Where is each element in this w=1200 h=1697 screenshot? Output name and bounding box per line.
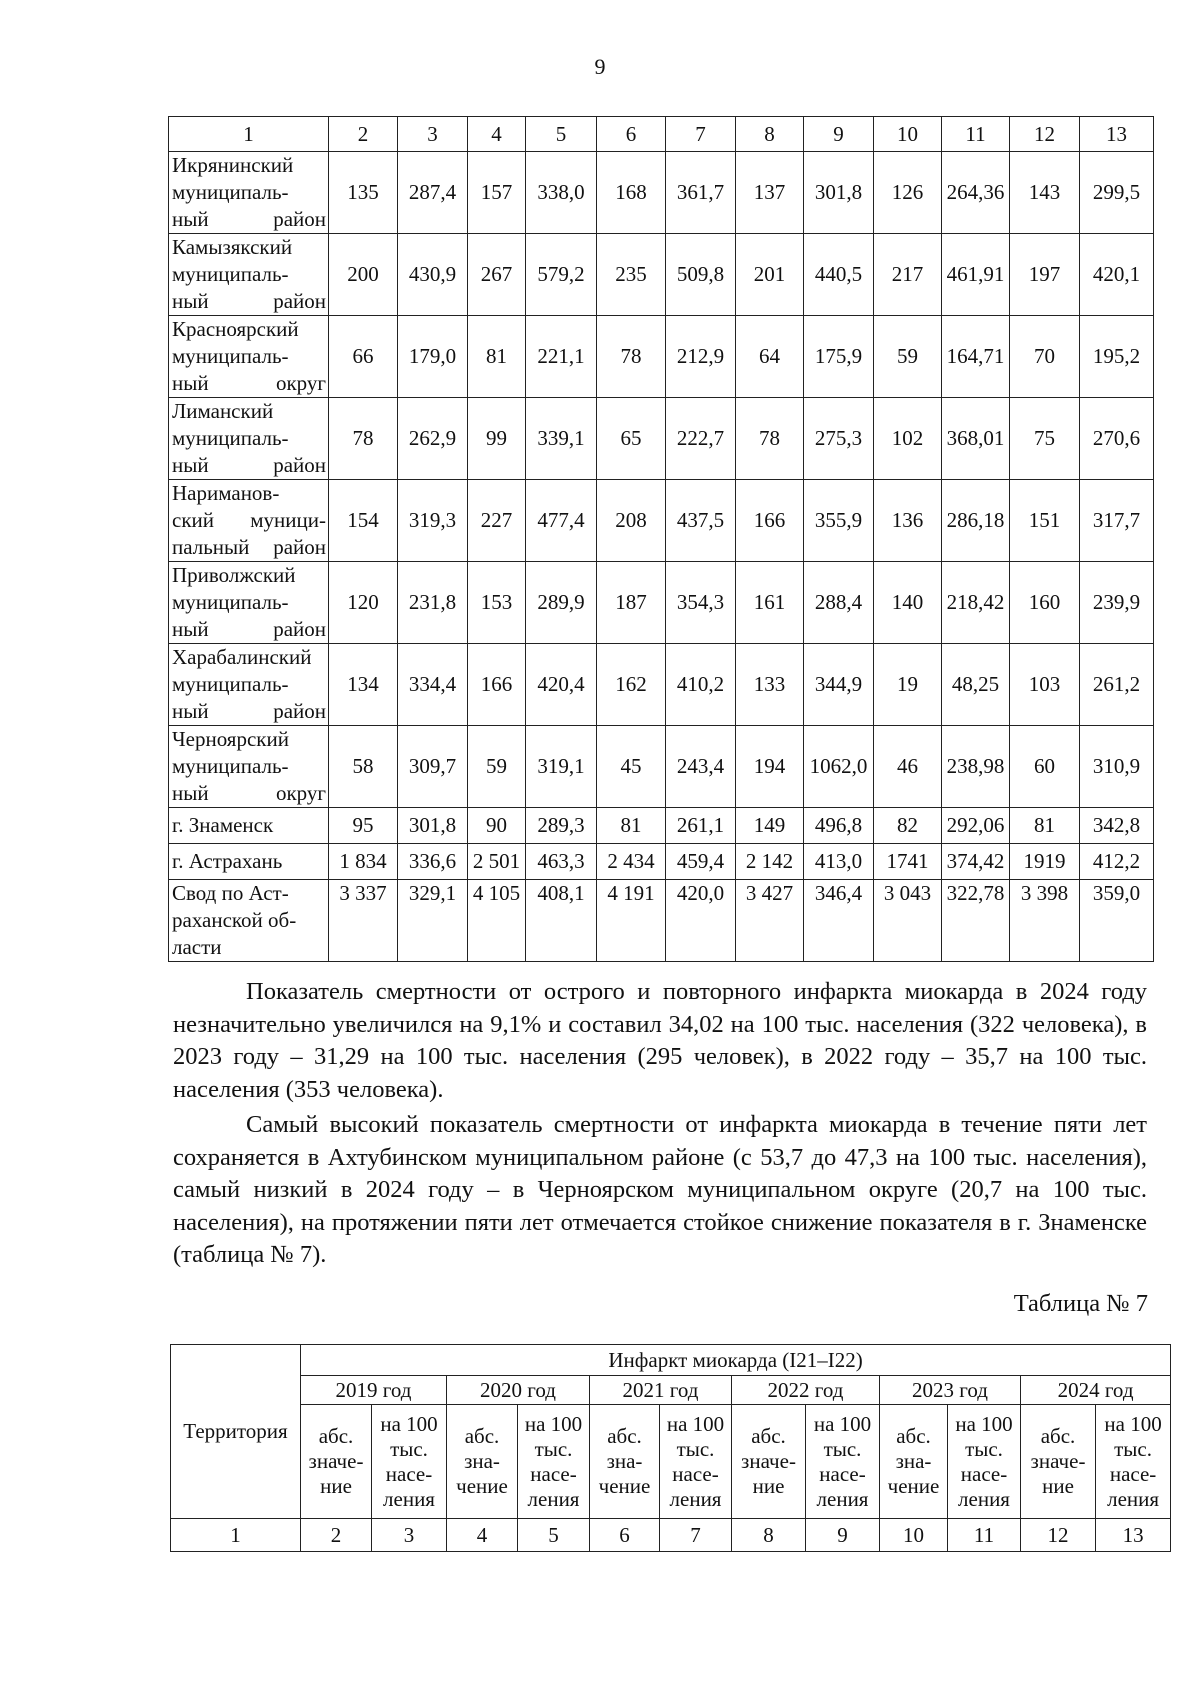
value-cell: 368,01 xyxy=(942,398,1010,480)
value-cell: 338,0 xyxy=(526,152,597,234)
value-cell: 160 xyxy=(1010,562,1080,644)
value-cell: 437,5 xyxy=(666,480,736,562)
value-cell: 157 xyxy=(468,152,526,234)
table-row xyxy=(169,152,1154,234)
value-cell: 408,1 xyxy=(526,880,597,962)
column-number: 3 xyxy=(398,117,468,152)
value-cell: 477,4 xyxy=(526,480,597,562)
value-cell: 75 xyxy=(1010,398,1080,480)
column-number: 13 xyxy=(1080,117,1154,152)
value-cell: 149 xyxy=(736,808,804,844)
table-row xyxy=(169,316,1154,398)
table-body xyxy=(169,152,1154,962)
column-number: 8 xyxy=(732,1519,806,1552)
value-cell: 289,3 xyxy=(526,808,597,844)
value-cell: 410,2 xyxy=(666,644,736,726)
value-cell: 1062,0 xyxy=(804,726,874,808)
value-cell: 45 xyxy=(597,726,666,808)
value-cell: 463,3 xyxy=(526,844,597,880)
value-cell: 78 xyxy=(736,398,804,480)
value-cell: 413,0 xyxy=(804,844,874,880)
value-cell: 3 337 xyxy=(329,880,398,962)
year-header: 2022 год xyxy=(732,1376,880,1405)
table-row xyxy=(169,644,1154,726)
value-cell: 235 xyxy=(597,234,666,316)
value-cell: 346,4 xyxy=(804,880,874,962)
value-cell: 194 xyxy=(736,726,804,808)
value-cell: 1741 xyxy=(874,844,942,880)
value-cell: 509,8 xyxy=(666,234,736,316)
value-cell: 168 xyxy=(597,152,666,234)
value-cell: 267 xyxy=(468,234,526,316)
value-cell: 440,5 xyxy=(804,234,874,316)
column-number: 5 xyxy=(526,117,597,152)
value-cell: 136 xyxy=(874,480,942,562)
territory-name: Лиманский муниципаль- ный район xyxy=(169,398,329,480)
value-cell: 359,0 xyxy=(1080,880,1154,962)
value-cell: 329,1 xyxy=(398,880,468,962)
value-cell: 459,4 xyxy=(666,844,736,880)
territory-name: Икрянинский муниципаль- ный район xyxy=(169,152,329,234)
table-row xyxy=(169,562,1154,644)
value-cell: 3 427 xyxy=(736,880,804,962)
column-number: 13 xyxy=(1096,1519,1171,1552)
value-cell: 4 191 xyxy=(597,880,666,962)
value-cell: 262,9 xyxy=(398,398,468,480)
value-cell: 103 xyxy=(1010,644,1080,726)
year-header: 2024 год xyxy=(1021,1376,1171,1405)
column-number: 12 xyxy=(1010,117,1080,152)
value-cell: 161 xyxy=(736,562,804,644)
column-number: 4 xyxy=(447,1519,518,1552)
value-cell: 301,8 xyxy=(398,808,468,844)
column-number: 9 xyxy=(806,1519,880,1552)
value-cell: 133 xyxy=(736,644,804,726)
column-number: 1 xyxy=(171,1519,301,1552)
value-cell: 579,2 xyxy=(526,234,597,316)
column-number: 10 xyxy=(874,117,942,152)
value-cell: 334,4 xyxy=(398,644,468,726)
subheader-cell: на 100 тыс. насе- ления xyxy=(806,1405,880,1519)
value-cell: 430,9 xyxy=(398,234,468,316)
value-cell: 374,42 xyxy=(942,844,1010,880)
territory-name: Красноярский муниципаль- ный округ xyxy=(169,316,329,398)
column-number: 9 xyxy=(804,117,874,152)
value-cell: 78 xyxy=(597,316,666,398)
year-header: 2019 год xyxy=(301,1376,447,1405)
subheader-cell: абс. зна- чение xyxy=(880,1405,948,1519)
value-cell: 339,1 xyxy=(526,398,597,480)
value-cell: 162 xyxy=(597,644,666,726)
value-cell: 2 501 xyxy=(468,844,526,880)
value-cell: 197 xyxy=(1010,234,1080,316)
value-cell: 66 xyxy=(329,316,398,398)
territory-name: Черноярский муниципаль- ный округ xyxy=(169,726,329,808)
value-cell: 222,7 xyxy=(666,398,736,480)
value-cell: 137 xyxy=(736,152,804,234)
subheader-cell: абс. зна- чение xyxy=(447,1405,518,1519)
value-cell: 95 xyxy=(329,808,398,844)
value-cell: 164,71 xyxy=(942,316,1010,398)
column-number: 5 xyxy=(518,1519,590,1552)
column-number: 2 xyxy=(329,117,398,152)
subheader-cell: на 100 тыс. насе- ления xyxy=(518,1405,590,1519)
value-cell: 2 142 xyxy=(736,844,804,880)
value-cell: 243,4 xyxy=(666,726,736,808)
subheader-cell: абс. значе- ние xyxy=(732,1405,806,1519)
value-cell: 175,9 xyxy=(804,316,874,398)
value-cell: 1919 xyxy=(1010,844,1080,880)
value-cell: 4 105 xyxy=(468,880,526,962)
value-cell: 264,36 xyxy=(942,152,1010,234)
value-cell: 166 xyxy=(468,644,526,726)
value-cell: 261,2 xyxy=(1080,644,1154,726)
column-number: 8 xyxy=(736,117,804,152)
value-cell: 227 xyxy=(468,480,526,562)
value-cell: 90 xyxy=(468,808,526,844)
value-cell: 322,78 xyxy=(942,880,1010,962)
value-cell: 289,9 xyxy=(526,562,597,644)
value-cell: 134 xyxy=(329,644,398,726)
column-number: 6 xyxy=(590,1519,660,1552)
subheader-cell: абс. значе- ние xyxy=(301,1405,372,1519)
table-row xyxy=(169,726,1154,808)
value-cell: 309,7 xyxy=(398,726,468,808)
value-cell: 319,3 xyxy=(398,480,468,562)
table-row xyxy=(169,234,1154,316)
value-cell: 151 xyxy=(1010,480,1080,562)
table-row xyxy=(169,480,1154,562)
value-cell: 301,8 xyxy=(804,152,874,234)
page-number: 9 xyxy=(594,54,606,79)
value-cell: 200 xyxy=(329,234,398,316)
myocardial-infarction-table xyxy=(170,1344,1171,1552)
value-cell: 201 xyxy=(736,234,804,316)
value-cell: 126 xyxy=(874,152,942,234)
value-cell: 496,8 xyxy=(804,808,874,844)
column-number: 4 xyxy=(468,117,526,152)
column-number: 10 xyxy=(880,1519,948,1552)
value-cell: 261,1 xyxy=(666,808,736,844)
value-cell: 81 xyxy=(1010,808,1080,844)
value-cell: 153 xyxy=(468,562,526,644)
territory-name: г. Астрахань xyxy=(169,844,329,880)
value-cell: 319,1 xyxy=(526,726,597,808)
value-cell: 64 xyxy=(736,316,804,398)
value-cell: 154 xyxy=(329,480,398,562)
value-cell: 195,2 xyxy=(1080,316,1154,398)
table-row xyxy=(169,398,1154,480)
value-cell: 270,6 xyxy=(1080,398,1154,480)
territory-name: Камызякский муниципаль- ный район xyxy=(169,234,329,316)
territory-name: г. Знаменск xyxy=(169,808,329,844)
value-cell: 299,5 xyxy=(1080,152,1154,234)
column-number: 12 xyxy=(1021,1519,1096,1552)
value-cell: 361,7 xyxy=(666,152,736,234)
value-cell: 48,25 xyxy=(942,644,1010,726)
value-cell: 3 398 xyxy=(1010,880,1080,962)
territory-name: Приволжский муниципаль- ный район xyxy=(169,562,329,644)
value-cell: 461,91 xyxy=(942,234,1010,316)
value-cell: 342,8 xyxy=(1080,808,1154,844)
value-cell: 288,4 xyxy=(804,562,874,644)
mortality-table-continued xyxy=(168,116,1154,962)
value-cell: 239,9 xyxy=(1080,562,1154,644)
value-cell: 218,42 xyxy=(942,562,1010,644)
subheader-cell: абс. значе- ние xyxy=(1021,1405,1096,1519)
value-cell: 420,4 xyxy=(526,644,597,726)
column-number: 2 xyxy=(301,1519,372,1552)
value-cell: 120 xyxy=(329,562,398,644)
subheader-cell: на 100 тыс. насе- ления xyxy=(1096,1405,1171,1519)
territory-name: Харабалинский муниципаль- ный район xyxy=(169,644,329,726)
subheader-cell: на 100 тыс. насе- ления xyxy=(948,1405,1021,1519)
value-cell: 412,2 xyxy=(1080,844,1154,880)
column-number: 7 xyxy=(666,117,736,152)
value-cell: 286,18 xyxy=(942,480,1010,562)
paragraph-highest-lowest: Самый высокий показатель смертности от инфаркта миокарда в течение пяти лет сохраняется в Ахтубинском муниципальном районе (с 53,7 до 47,3 на 100 тыс. населения), самый низкий в 2024 году – в Черноярском муниципальном округе (20,7 на 100 тыс. населения), на протяжении пяти лет отмечается стойкое снижение показателя в г. Знаменске (таблица № 7). xyxy=(173,1111,1147,1269)
value-cell: 81 xyxy=(468,316,526,398)
value-cell: 344,9 xyxy=(804,644,874,726)
column-number: 11 xyxy=(948,1519,1021,1552)
subheader-cell: на 100 тыс. насе- ления xyxy=(372,1405,447,1519)
value-cell: 355,9 xyxy=(804,480,874,562)
table-caption: Таблица № 7 xyxy=(1013,1290,1148,1317)
year-header: 2020 год xyxy=(447,1376,590,1405)
value-cell: 60 xyxy=(1010,726,1080,808)
subheader-cell: абс. зна- чение xyxy=(590,1405,660,1519)
value-cell: 3 043 xyxy=(874,880,942,962)
value-cell: 58 xyxy=(329,726,398,808)
value-cell: 420,0 xyxy=(666,880,736,962)
value-cell: 78 xyxy=(329,398,398,480)
value-cell: 135 xyxy=(329,152,398,234)
value-cell: 46 xyxy=(874,726,942,808)
value-cell: 336,6 xyxy=(398,844,468,880)
subheader-cell: на 100 тыс. насе- ления xyxy=(660,1405,732,1519)
value-cell: 275,3 xyxy=(804,398,874,480)
value-cell: 292,06 xyxy=(942,808,1010,844)
value-cell: 420,1 xyxy=(1080,234,1154,316)
territory-name: Свод по Аст- раханской об- ласти xyxy=(169,880,329,962)
value-cell: 1 834 xyxy=(329,844,398,880)
column-number-row xyxy=(169,117,1154,152)
value-cell: 70 xyxy=(1010,316,1080,398)
value-cell: 19 xyxy=(874,644,942,726)
value-cell: 238,98 xyxy=(942,726,1010,808)
value-cell: 81 xyxy=(597,808,666,844)
value-cell: 59 xyxy=(468,726,526,808)
value-cell: 179,0 xyxy=(398,316,468,398)
value-cell: 354,3 xyxy=(666,562,736,644)
group-title: Инфаркт миокарда (I21–I22) xyxy=(301,1345,1171,1376)
value-cell: 143 xyxy=(1010,152,1080,234)
value-cell: 59 xyxy=(874,316,942,398)
value-cell: 217 xyxy=(874,234,942,316)
value-cell: 82 xyxy=(874,808,942,844)
table-row xyxy=(169,880,1154,962)
year-header: 2023 год xyxy=(880,1376,1021,1405)
value-cell: 166 xyxy=(736,480,804,562)
column-number: 6 xyxy=(597,117,666,152)
table-row xyxy=(169,808,1154,844)
value-cell: 2 434 xyxy=(597,844,666,880)
value-cell: 287,4 xyxy=(398,152,468,234)
column-number: 7 xyxy=(660,1519,732,1552)
value-cell: 317,7 xyxy=(1080,480,1154,562)
value-cell: 212,9 xyxy=(666,316,736,398)
value-cell: 102 xyxy=(874,398,942,480)
paragraph-mortality-rate: Показатель смертности от острого и повторного инфаркта миокарда в 2024 году незначительно увеличился на 9,1% и составил 34,02 на 100 тыс. населения (322 человека), в 2023 году – 31,29 на 100 тыс. населения (295 человек), в 2022 году – 35,7 на 100 тыс. населения (353 человека). xyxy=(173,978,1147,1103)
territory-header: Территория xyxy=(171,1345,301,1519)
value-cell: 65 xyxy=(597,398,666,480)
column-number: 11 xyxy=(942,117,1010,152)
column-number: 1 xyxy=(169,117,329,152)
table-row xyxy=(169,844,1154,880)
value-cell: 99 xyxy=(468,398,526,480)
value-cell: 310,9 xyxy=(1080,726,1154,808)
value-cell: 187 xyxy=(597,562,666,644)
value-cell: 231,8 xyxy=(398,562,468,644)
value-cell: 208 xyxy=(597,480,666,562)
territory-name: Нариманов- ский муници- пальный район xyxy=(169,480,329,562)
year-header: 2021 год xyxy=(590,1376,732,1405)
value-cell: 221,1 xyxy=(526,316,597,398)
value-cell: 140 xyxy=(874,562,942,644)
column-number: 3 xyxy=(372,1519,447,1552)
